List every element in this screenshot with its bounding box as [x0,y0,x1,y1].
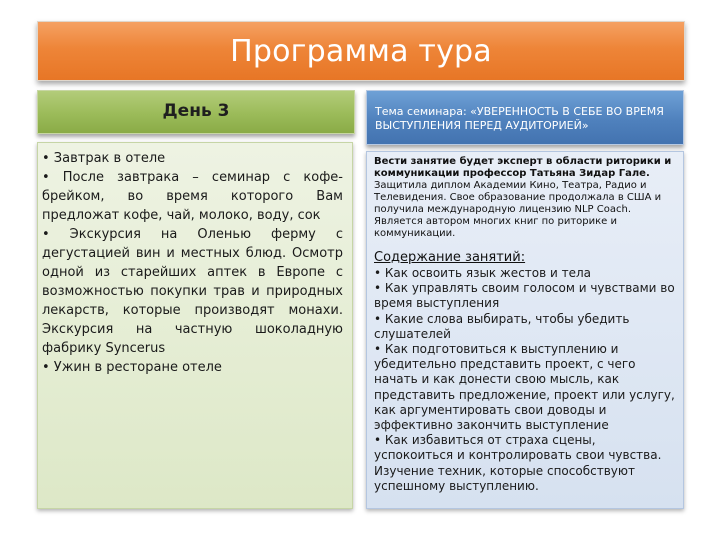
day-item: • Ужин в ресторане отеле [42,360,222,375]
content-item: • Какие слова выбирать, чтобы убедить слушателей [374,311,630,341]
expert-intro: Вести занятие будет эксперт в области риторики и коммуникации профессор Татьяна Зидар Гале. [374,156,672,179]
content-heading: Содержание занятий: [374,250,526,265]
day-heading: День 3 [162,101,230,121]
seminar-panel [366,151,684,509]
seminar-topic: Тема семинара: «УВЕРЕННОСТЬ В СЕБЕ ВО ВРЕМЯ ВЫСТУПЛЕНИЯ ПЕРЕД АУДИТОРИЕЙ» [375,105,664,132]
day-item: • После завтрака – семинар с кофе-брейком, во время которого Вам предложат кофе, чай, молоко, воду, сок [42,170,343,223]
content-item: • Как освоить язык жестов и тела [374,266,592,280]
day-item: • Экскурсия на Оленью ферму с дегустацией вин и местных блюд. Осмотр одной из старейших аптек в Европе с возможностью покупки трав и природных лекарств, которые производят монахи. Экскурсия на частную шоколадную фабрику Syncerus [42,227,343,356]
day-program-panel [37,142,353,509]
page-title: Программа тура [230,33,492,69]
content-item: • Как избавиться от страха сцены, успокоиться и контролировать свои чувства. Изучение техник, которые способствуют успешному выступлению. [374,433,662,493]
content-item: • Как управлять своим голосом и чувствами во время выступления [374,281,675,311]
expert-bio: Защитила диплом Академии Кино, Театра, Радио и Телевидения. Свое образование продолжала в США и получила международную лицензию NLP Coach. Является автором многих книг по риторике и коммуникации. [374,180,662,239]
day-item: • Завтрак в отеле [42,151,166,166]
day-header [37,90,355,134]
title-bar [37,21,685,81]
seminar-header [366,90,684,145]
content-item: • Как подготовиться к выступлению и убедительно представить проект, с чего начать и как донести свою мысль, как представить предложение, проект или услугу, как аргументировать свои доводы и эффективно закончить выступление [374,342,675,433]
